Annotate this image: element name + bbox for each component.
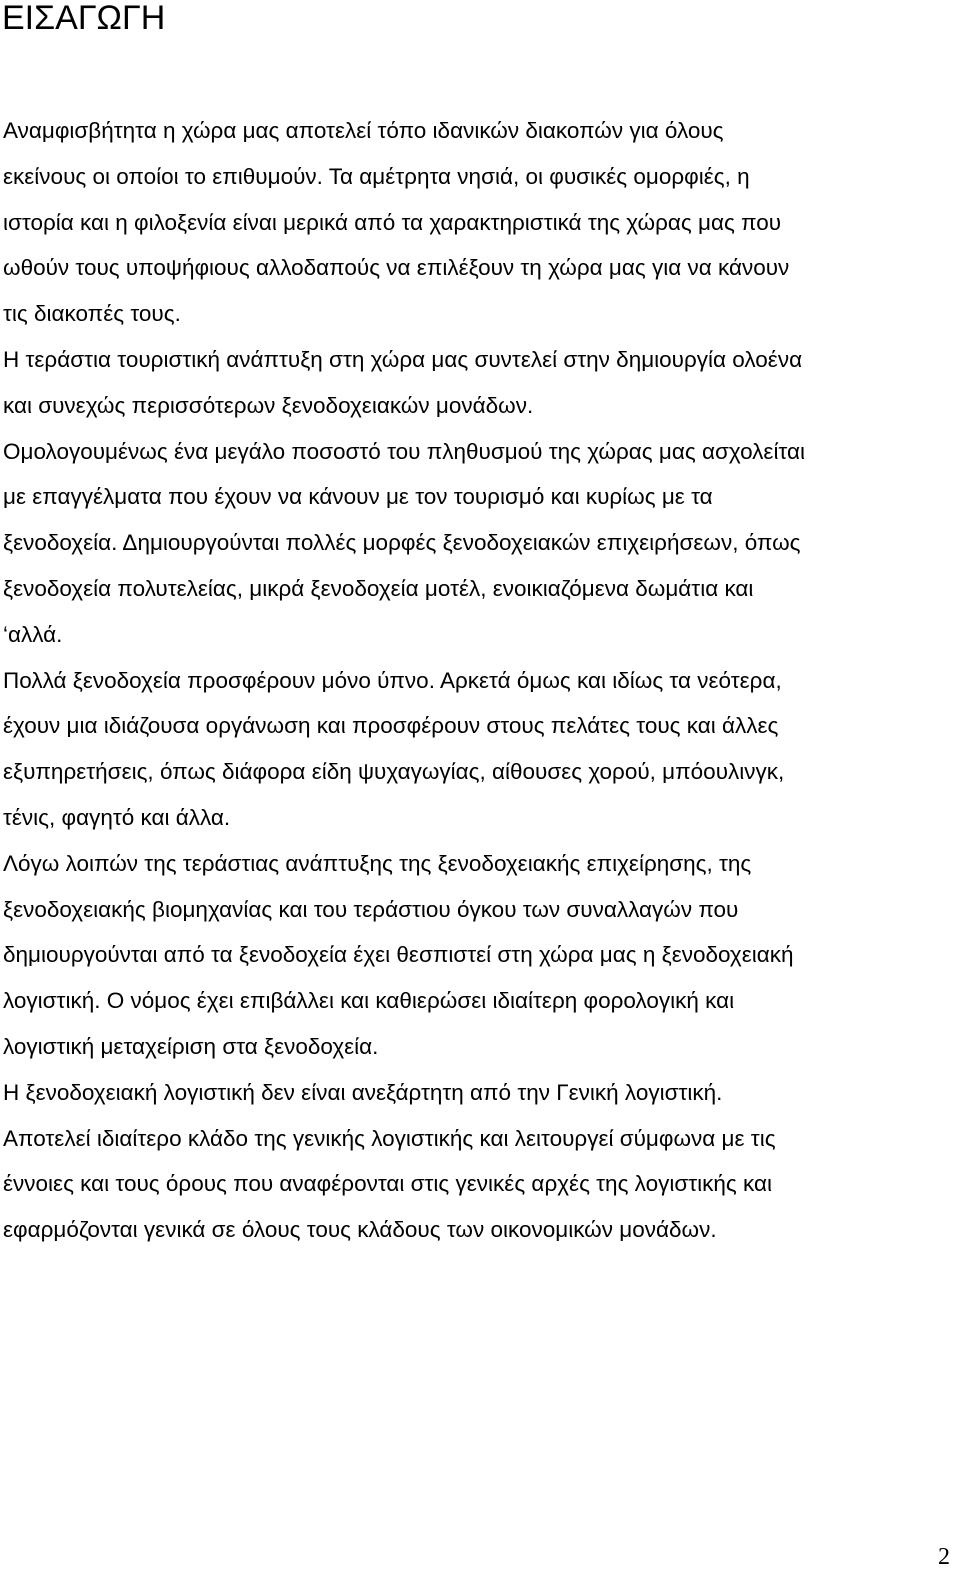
text-line: λογιστική. Ο νόμος έχει επιβάλλει και καθιερώσει ιδιαίτερη φορολογική και [3, 988, 735, 1014]
text-line: έννοιες και τους όρους που αναφέρονται στις γενικές αρχές της λογιστικής και [3, 1171, 772, 1197]
body-text [3, 108, 953, 1253]
text-line: ‘αλλά. [3, 621, 63, 647]
text-line: Αποτελεί ιδιαίτερο κλάδο της γενικής λογιστικής και λειτουργεί σύμφωνα με τις [3, 1125, 776, 1151]
text-line: λογιστική μεταχείριση στα ξενοδοχεία. [3, 1033, 379, 1059]
page-number: 2 [938, 1544, 950, 1570]
text-line: Πολλά ξενοδοχεία προσφέρουν μόνο ύπνο. Αρκετά όμως και ιδίως τα νεότερα, [3, 667, 782, 693]
text-line: Η τεράστια τουριστική ανάπτυξη στη χώρα μας συντελεί στην δημιουργία ολοένα [3, 346, 803, 372]
text-line: με επαγγέλματα που έχουν να κάνουν με τον τουρισμό και κυρίως με τα [3, 484, 713, 510]
text-line: ωθούν τους υποψήφιους αλλοδαπούς να επιλέξουν τη χώρα μας για να κάνουν [3, 255, 790, 281]
text-line: εκείνους οι οποίοι το επιθυμούν. Τα αμέτρητα νησιά, οι φυσικές ομορφιές, η [3, 163, 750, 189]
text-line: έχουν μια ιδιάζουσα οργάνωση και προσφέρουν στους πελάτες τους και άλλες [3, 713, 779, 739]
text-line: Αναμφισβήτητα η χώρα μας αποτελεί τόπο ιδανικών διακοπών για όλους [3, 118, 724, 143]
text-line: Λόγω λοιπών της τεράστιας ανάπτυξης της ξενοδοχειακής επιχείρησης, της [3, 850, 752, 876]
text-line: Ομολογουμένως ένα μεγάλο ποσοστό του πληθυσμού της χώρας μας ασχολείται [3, 438, 806, 464]
text-line: τις διακοπές τους. [3, 301, 181, 327]
text-line: ιστορία και η φιλοξενία είναι μερικά από τα χαρακτηριστικά της χώρας μας που [3, 209, 782, 235]
text-line: δημιουργούνται από τα ξενοδοχεία έχει θεσπιστεί στη χώρα μας η ξενοδοχειακή [3, 942, 794, 968]
text-line: εξυπηρετήσεις, όπως διάφορα είδη ψυχαγωγίας, αίθουσες χορού, μπόουλινγκ, [3, 759, 785, 785]
page-title: ΕΙΣΑΓΩΓΗ [2, 0, 166, 37]
text-line: εφαρμόζονται γενικά σε όλους τους κλάδους των οικονομικών μονάδων. [3, 1217, 717, 1243]
text-line: και συνεχώς περισσότερων ξενοδοχειακών μονάδων. [3, 392, 534, 418]
text-line: ξενοδοχειακής βιομηχανίας και του τεράστιου όγκου των συναλλαγών που [3, 896, 739, 922]
text-line: ξενοδοχεία. Δημιουργούνται πολλές μορφές ξενοδοχειακών επιχειρήσεων, όπως [3, 530, 801, 556]
text-line: Η ξενοδοχειακή λογιστική δεν είναι ανεξάρτητη από την Γενική λογιστική. [3, 1079, 723, 1105]
text-line: τένις, φαγητό και άλλα. [3, 804, 231, 830]
text-line: ξενοδοχεία πολυτελείας, μικρά ξενοδοχεία μοτέλ, ενοικιαζόμενα δωμάτια και [3, 575, 754, 601]
